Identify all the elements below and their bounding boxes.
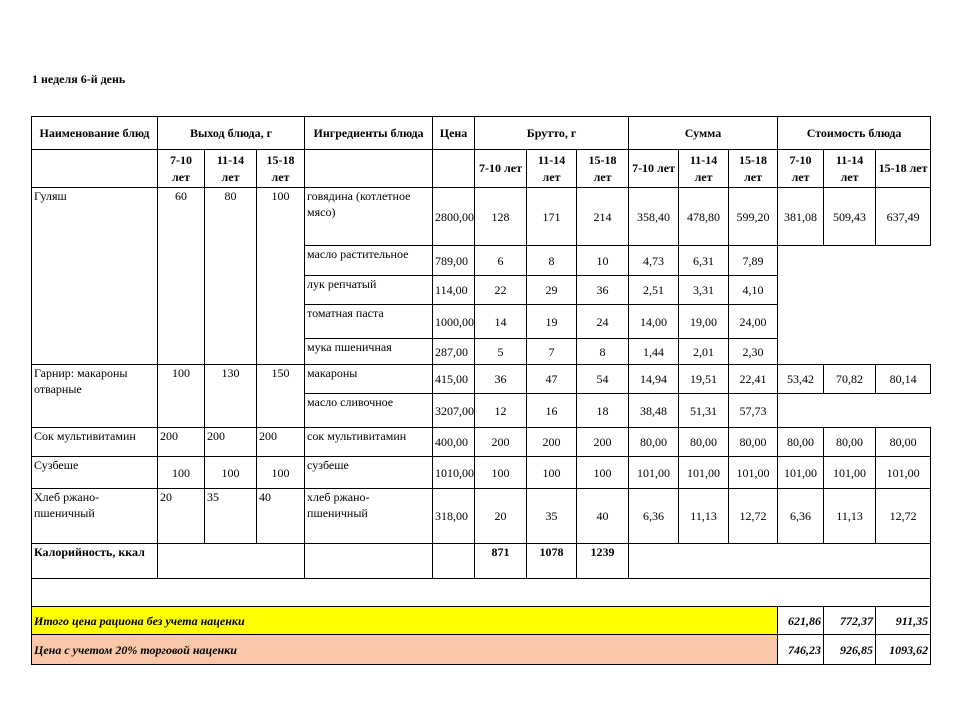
cost-cell: 101,00 [824, 457, 876, 489]
yield-cell: 100 [205, 457, 257, 489]
calories-label: Калорийность, ккал [32, 544, 158, 579]
price-cell: 415,00 [433, 365, 475, 394]
age-header: 11-14 лет [824, 150, 876, 188]
yield-cell: 20 [158, 489, 205, 544]
ingredient-name: лук репчатый [305, 276, 433, 305]
ingredient-name: сок мультивитамин [305, 428, 433, 457]
sum-cell: 38,48 [629, 394, 679, 428]
total-with-markup-value: 746,23 [778, 635, 824, 665]
sum-cell: 22,41 [729, 365, 778, 394]
gross-cell: 40 [577, 489, 629, 544]
calories-value: 1078 [527, 544, 577, 579]
gross-cell: 100 [577, 457, 629, 489]
calories-value: 871 [475, 544, 527, 579]
gross-cell: 35 [527, 489, 577, 544]
sum-cell: 358,40 [629, 188, 679, 246]
sum-cell: 14,00 [629, 305, 679, 339]
total-no-markup-value: 621,86 [778, 607, 824, 635]
ingredient-name: мука пшеничная [305, 339, 433, 365]
sum-cell: 2,51 [629, 276, 679, 305]
price-cell: 318,00 [433, 489, 475, 544]
empty-cell [433, 544, 475, 579]
price-cell: 3207,00 [433, 394, 475, 428]
cost-cell: 80,14 [876, 365, 931, 394]
cost-cell: 101,00 [778, 457, 824, 489]
empty-cell [158, 544, 305, 579]
gross-cell: 5 [475, 339, 527, 365]
gross-cell: 200 [475, 428, 527, 457]
sum-cell: 24,00 [729, 305, 778, 339]
price-cell: 789,00 [433, 246, 475, 276]
table-row [32, 457, 931, 489]
price-cell: 114,00 [433, 276, 475, 305]
menu-cost-table [31, 116, 931, 665]
cost-cell: 637,49 [876, 188, 931, 246]
gross-cell: 16 [527, 394, 577, 428]
age-header: 11-14 лет [679, 150, 729, 188]
empty-cell [32, 579, 931, 607]
sum-cell: 2,01 [679, 339, 729, 365]
gross-cell: 128 [475, 188, 527, 246]
ingredient-name: говядина (котлетное мясо) [305, 188, 433, 246]
ingredient-name: масло сливочное [305, 394, 433, 428]
ingredient-name: макароны [305, 365, 433, 394]
gross-cell: 18 [577, 394, 629, 428]
gross-cell: 200 [577, 428, 629, 457]
total-no-markup-label: Итого цена рациона без учета наценки [32, 607, 778, 635]
sum-cell: 4,73 [629, 246, 679, 276]
gross-cell: 8 [527, 246, 577, 276]
dish-name: Гуляш [32, 188, 158, 365]
gross-cell: 19 [527, 305, 577, 339]
yield-cell: 60 [158, 188, 205, 365]
price-cell: 2800,00 [433, 188, 475, 246]
total-row [32, 607, 931, 635]
header-cost: Стоимость блюда [778, 117, 931, 150]
empty-cell [433, 150, 475, 188]
age-header: 7-10 лет [475, 150, 527, 188]
yield-cell: 100 [257, 188, 305, 365]
age-header: 15-18 лет [876, 150, 931, 188]
table-subheader-row [32, 150, 931, 188]
sum-cell: 11,13 [679, 489, 729, 544]
header-yield: Выход блюда, г [158, 117, 305, 150]
empty-cell [305, 150, 433, 188]
dish-name: Хлеб ржано-пшеничный [32, 489, 158, 544]
gross-cell: 200 [527, 428, 577, 457]
cost-cell: 6,36 [778, 489, 824, 544]
table-row [32, 365, 931, 394]
gross-cell: 7 [527, 339, 577, 365]
gross-cell: 171 [527, 188, 577, 246]
total-with-markup-value: 1093,62 [876, 635, 931, 665]
sum-cell: 57,73 [729, 394, 778, 428]
cost-cell: 80,00 [876, 428, 931, 457]
gross-cell: 20 [475, 489, 527, 544]
gross-cell: 24 [577, 305, 629, 339]
gross-cell: 100 [527, 457, 577, 489]
price-cell: 1000,00 [433, 305, 475, 339]
age-header: 11-14 лет [527, 150, 577, 188]
header-dish: Наименование блюд [32, 117, 158, 150]
header-price: Цена [433, 117, 475, 150]
table-row [32, 188, 931, 246]
gross-cell: 29 [527, 276, 577, 305]
age-header: 7-10 лет [629, 150, 679, 188]
sum-cell: 101,00 [629, 457, 679, 489]
yield-cell: 200 [205, 428, 257, 457]
sum-cell: 80,00 [629, 428, 679, 457]
yield-cell: 100 [257, 457, 305, 489]
gross-cell: 14 [475, 305, 527, 339]
total-no-markup-value: 772,37 [824, 607, 876, 635]
price-cell: 400,00 [433, 428, 475, 457]
empty-area [778, 246, 931, 365]
sum-cell: 7,89 [729, 246, 778, 276]
cost-cell: 12,72 [876, 489, 931, 544]
yield-cell: 100 [158, 365, 205, 428]
ingredient-name: хлеб ржано-пшеничный [305, 489, 433, 544]
table-header-row [32, 117, 931, 150]
gross-cell: 100 [475, 457, 527, 489]
cost-cell: 381,08 [778, 188, 824, 246]
ingredient-name: сузбеше [305, 457, 433, 489]
header-gross: Брутто, г [475, 117, 629, 150]
calories-value: 1239 [577, 544, 629, 579]
yield-cell: 40 [257, 489, 305, 544]
sum-cell: 80,00 [679, 428, 729, 457]
dish-name: Гарнир: макароны отварные [32, 365, 158, 428]
empty-cell [305, 544, 433, 579]
page-title: 1 неделя 6-й день [32, 72, 126, 86]
yield-cell: 200 [158, 428, 205, 457]
sum-cell: 3,31 [679, 276, 729, 305]
sum-cell: 6,36 [629, 489, 679, 544]
dish-name: Сузбеше [32, 457, 158, 489]
sum-cell: 80,00 [729, 428, 778, 457]
ingredient-name: томатная паста [305, 305, 433, 339]
sum-cell: 101,00 [679, 457, 729, 489]
cost-cell: 509,43 [824, 188, 876, 246]
sum-cell: 19,51 [679, 365, 729, 394]
yield-cell: 100 [158, 457, 205, 489]
age-header: 7-10 лет [778, 150, 824, 188]
cost-cell: 80,00 [778, 428, 824, 457]
sum-cell: 12,72 [729, 489, 778, 544]
cost-cell: 70,82 [824, 365, 876, 394]
cost-cell: 53,42 [778, 365, 824, 394]
cost-cell: 80,00 [824, 428, 876, 457]
spacer-row [32, 579, 931, 607]
age-header: 15-18 лет [729, 150, 778, 188]
total-markup-row [32, 635, 931, 665]
sum-cell: 6,31 [679, 246, 729, 276]
gross-cell: 54 [577, 365, 629, 394]
price-cell: 287,00 [433, 339, 475, 365]
total-with-markup-label: Цена с учетом 20% торговой наценки [32, 635, 778, 665]
table-row [32, 428, 931, 457]
table-row [32, 489, 931, 544]
sum-cell: 599,20 [729, 188, 778, 246]
yield-cell: 130 [205, 365, 257, 428]
sum-cell: 1,44 [629, 339, 679, 365]
gross-cell: 6 [475, 246, 527, 276]
gross-cell: 214 [577, 188, 629, 246]
yield-cell: 150 [257, 365, 305, 428]
age-header: 15-18 лет [257, 150, 305, 188]
header-ingredients: Ингредиенты блюда [305, 117, 433, 150]
gross-cell: 10 [577, 246, 629, 276]
total-with-markup-value: 926,85 [824, 635, 876, 665]
gross-cell: 12 [475, 394, 527, 428]
header-sum: Сумма [629, 117, 778, 150]
age-header: 15-18 лет [577, 150, 629, 188]
calories-row [32, 544, 931, 579]
yield-cell: 35 [205, 489, 257, 544]
empty-cell [629, 544, 931, 579]
price-cell: 1010,00 [433, 457, 475, 489]
sum-cell: 2,30 [729, 339, 778, 365]
cost-cell: 101,00 [876, 457, 931, 489]
yield-cell: 200 [257, 428, 305, 457]
gross-cell: 36 [475, 365, 527, 394]
age-header: 7-10 лет [158, 150, 205, 188]
gross-cell: 22 [475, 276, 527, 305]
total-no-markup-value: 911,35 [876, 607, 931, 635]
yield-cell: 80 [205, 188, 257, 365]
sum-cell: 51,31 [679, 394, 729, 428]
age-header: 11-14 лет [205, 150, 257, 188]
sum-cell: 19,00 [679, 305, 729, 339]
sum-cell: 101,00 [729, 457, 778, 489]
gross-cell: 47 [527, 365, 577, 394]
empty-cell [32, 150, 158, 188]
sum-cell: 478,80 [679, 188, 729, 246]
sum-cell: 4,10 [729, 276, 778, 305]
empty-area [778, 394, 931, 428]
cost-cell: 11,13 [824, 489, 876, 544]
gross-cell: 8 [577, 339, 629, 365]
sum-cell: 14,94 [629, 365, 679, 394]
dish-name: Сок мультивитамин [32, 428, 158, 457]
gross-cell: 36 [577, 276, 629, 305]
ingredient-name: масло растительное [305, 246, 433, 276]
